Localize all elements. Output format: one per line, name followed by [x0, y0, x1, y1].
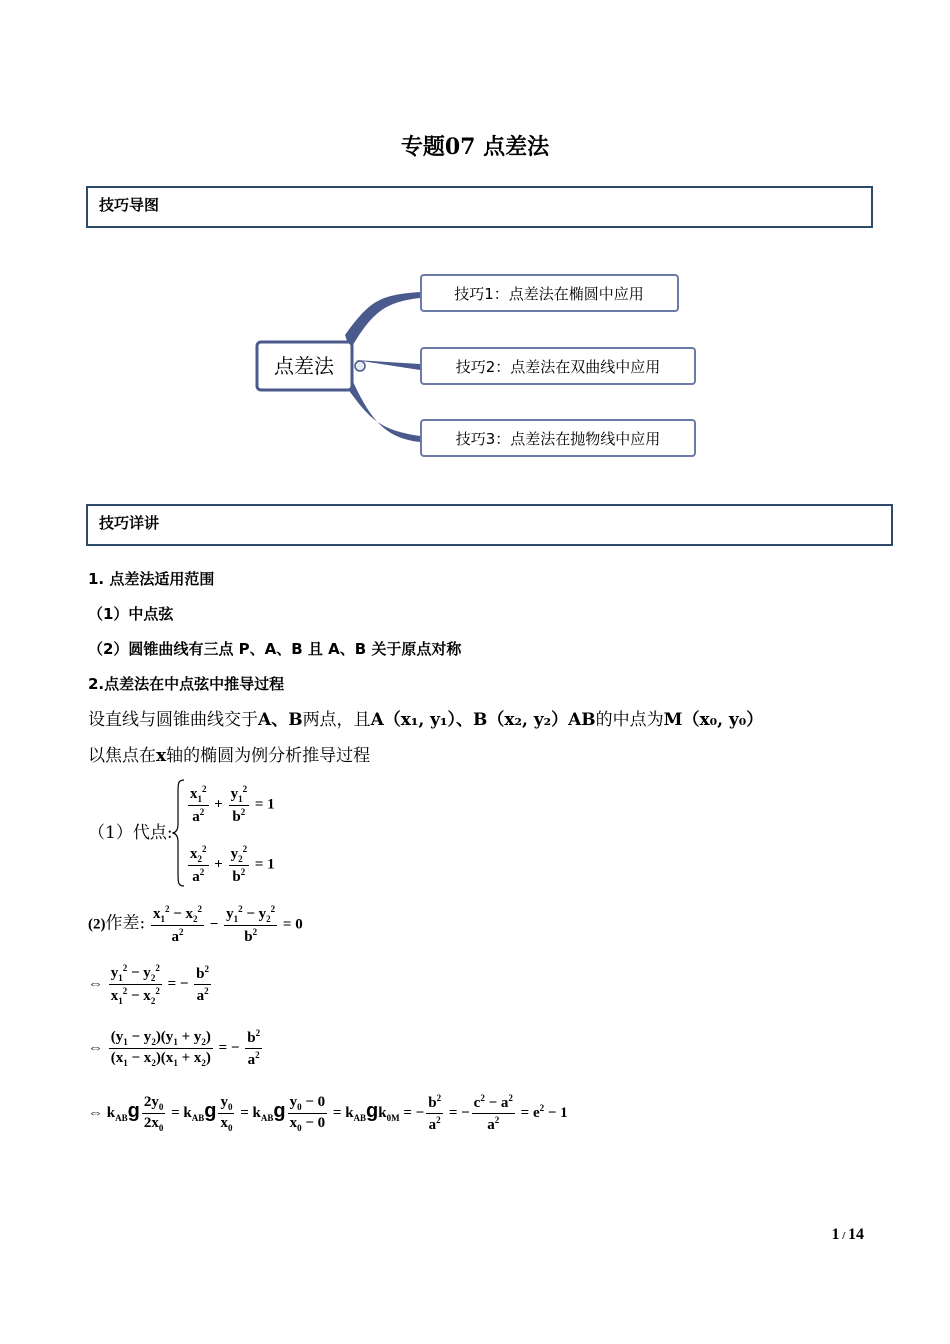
- p1-text-f: M（x₀, y₀）: [663, 710, 764, 730]
- item-2: （2）圆锥曲线有三点 P、A、B 且 A、B 关于原点对称: [88, 640, 462, 658]
- mind-map: [0, 240, 950, 480]
- mind-map-connectors: [0, 240, 950, 480]
- branch-label-2: 技巧2：点差法在双曲线中应用: [455, 358, 661, 376]
- equation-factored: ⇔ $\frac{(y_1 - y_2)(y_1 + y_2)}{(x_1 - x_2)(x_1 + x_2)}$ = − $\frac{b^2}{a^2}$: [88, 1028, 261, 1068]
- section-box-map: [86, 186, 873, 228]
- p1-text-a: 设直线与圆锥曲线交于: [88, 710, 258, 730]
- p1-text-e: 的中点为: [595, 710, 664, 730]
- p2-text-a: 以焦点在: [88, 746, 156, 766]
- equation-point-2: $\frac{x_2^2}{a^2}$ + $\frac{y_2^2}{b^2}$ = 1: [190, 844, 275, 885]
- p1-text-d: A（x₁, y₁）、B（x₂, y₂）AB: [370, 710, 596, 730]
- equiv-icon-1: ⇔: [88, 975, 103, 992]
- page-separator: /: [839, 1230, 848, 1242]
- paragraph-1: [88, 705, 763, 730]
- p1-text-b: A、B: [258, 710, 303, 730]
- page-current: 1: [831, 1226, 840, 1243]
- step2-label-b: 作差:: [105, 913, 146, 934]
- connector-bottom: [345, 375, 420, 442]
- branch-label-1: 技巧1：点差法在椭圆中应用: [454, 285, 644, 303]
- equiv-icon-2: ⇔: [88, 1039, 103, 1056]
- heading-1: 1. 点差法适用范围: [88, 570, 215, 588]
- equiv-icon-3: ⇔: [88, 1104, 103, 1121]
- equation-slope-result: ⇔ $k_{AB}g$ $\frac{2y_0}{2x_0}$ = $k_{AB}g$ $\frac{y_0}{x_0}$ = $k_{AB}g$ $\frac{y_0 - 0}{x_0 - 0}$ = $k_{AB}gk_{0M}$ = − $\frac{b^2}{a^2}$ = − $\frac{c^2 - a^2}{a^2}$ = $e^2 - 1$: [88, 1093, 568, 1133]
- page-title: 专题07 点差法: [400, 134, 550, 160]
- step1-label: （1）代点:: [88, 823, 173, 843]
- heading-2: 2.点差法在中点弦中推导过程: [88, 675, 285, 693]
- equation-difference: (2)作差: $\frac{x_1^2 - x_2^2}{a^2}$ − $\frac{y_1^2 - y_2^2}{b^2}$ = 0: [88, 904, 303, 945]
- equation-point-1: $\frac{x_1^2}{a^2}$ + $\frac{y_1^2}{b^2}$ = 1: [190, 784, 275, 825]
- node-joint-icon: [355, 361, 365, 371]
- paragraph-2: [88, 741, 370, 766]
- p2-text-b: x: [156, 746, 167, 766]
- p1-text-c: 两点，且: [302, 710, 371, 730]
- section-label-map: 技巧导图: [99, 196, 160, 214]
- p2-text-c: 轴的椭圆为例分析推导过程: [166, 746, 371, 766]
- left-brace-icon: [172, 778, 186, 888]
- connector-top: [345, 292, 420, 350]
- item-1: （1）中点弦: [88, 605, 174, 623]
- section-label-detail: 技巧详讲: [99, 514, 160, 532]
- equation-ratio: ⇔ $\frac{y_1^2 - y_2^2}{x_1^2 - x_2^2}$ = − $\frac{b^2}{a^2}$: [88, 963, 210, 1006]
- section-box-detail: [86, 504, 893, 546]
- page-total: 14: [848, 1226, 864, 1243]
- page-number: [831, 1226, 864, 1244]
- branch-label-3: 技巧3：点差法在抛物线中应用: [455, 430, 661, 448]
- step2-label-a: (2): [88, 916, 106, 933]
- center-node-label: 点差法: [274, 354, 334, 378]
